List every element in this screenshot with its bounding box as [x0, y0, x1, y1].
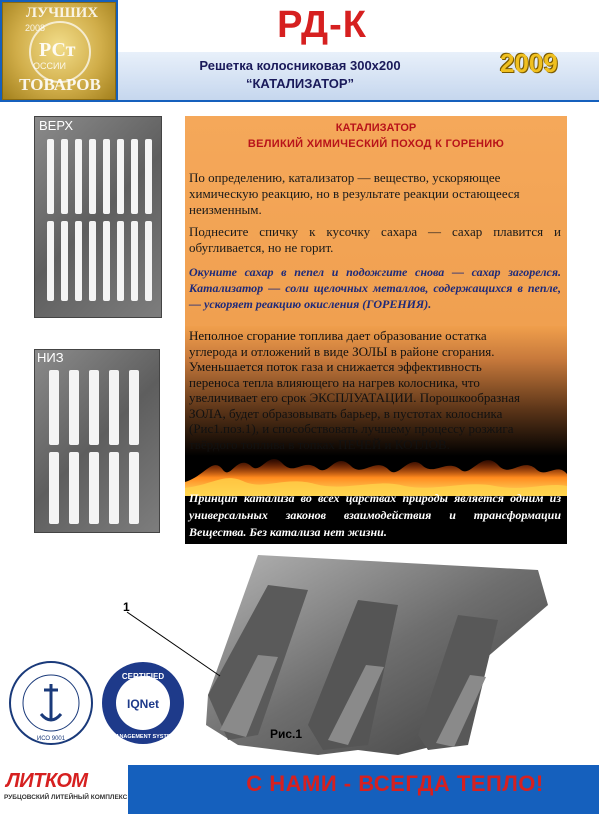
seal2-brand: IQNet: [126, 697, 160, 711]
grate-slot: [131, 139, 138, 214]
grate-slot: [69, 452, 79, 524]
year-label: 2009: [500, 48, 558, 78]
grate-slot: [49, 370, 59, 445]
grate-slot: [89, 452, 99, 524]
product-name: “КАТАЛИЗАТОР”: [245, 76, 355, 91]
info-title: КАТАЛИЗАТОР: [335, 122, 417, 134]
grate-slot: [103, 139, 110, 214]
grate-slot: [109, 370, 119, 445]
award-seal-logo: [2, 2, 116, 100]
grate-slot: [89, 139, 96, 214]
company-logo-text: ЛИТКОМ: [6, 770, 88, 792]
grate-slot: [117, 221, 124, 301]
seal1-text: ИСО 9001: [36, 736, 66, 742]
callout-number: 1: [123, 600, 130, 614]
grate-slot: [117, 139, 124, 214]
grate-slot: [129, 452, 139, 524]
info-paragraph-definition: По определению, катализатор — вещество, ускоряющее химическую реакцию, но в результате реакции остающееся неизменным.: [189, 170, 520, 217]
grate-slot: [129, 370, 139, 445]
grate-slot: [103, 221, 110, 301]
grate-closeup-photo: [198, 545, 552, 765]
seal2-bottom-text: MANAGEMENT SYSTEM: [110, 734, 176, 740]
quality-certification-seal: [8, 660, 94, 746]
info-paragraph-principle: Принцип катализа во всех царствах природы является одним из универсальных законов взаимодействия и трансформации Вещества. Без катализа нет жизни.: [189, 491, 561, 539]
grate-slot: [89, 221, 96, 301]
info-subtitle: ВЕЛИКИЙ ХИМИЧЕСКИЙ ПОХОД К ГОРЕНИЮ: [247, 138, 505, 150]
grate-bottom-image: [34, 349, 160, 533]
footer-slogan: С НАМИ - ВСЕГДА ТЕПЛО!: [246, 771, 544, 796]
award-text-year: 2008: [25, 23, 46, 33]
product-subtitle: Решетка колосниковая 300х200: [199, 58, 401, 73]
catalyst-info-box: [185, 116, 567, 544]
figure-caption: Рис.1: [270, 727, 303, 741]
grate-slot: [145, 139, 152, 214]
grate-slot: [109, 452, 119, 524]
seal2-top-text: CERTIFIED: [121, 672, 165, 681]
product-code: РД-К: [277, 4, 367, 46]
award-text-mark: РСт: [39, 39, 76, 61]
award-text-country: ОССИИ: [33, 61, 66, 71]
grate-slot: [75, 139, 82, 214]
grate-top-image: [34, 116, 162, 318]
grate-slot: [131, 221, 138, 301]
grate-slot: [69, 370, 79, 445]
grate-slot: [61, 139, 68, 214]
info-paragraph-combustion: Неполное сгорание топлива дает образование остатка углерода и отложений в виде ЗОЛЫ в районе сгорания. Уменьшается поток газа и снижается эффективность переноса тепла влияющего на нагрев колосника, что увеличивает его срок ЭКСПЛУАТАЦИИ. Порошкообразная ЗОЛА, будет образовывать барьер, в пустотах колосника (Рис1.поз.1), и способствовать лучшему процессу розжига твёрдого топлива в топках ПЕЧЕЙ и КОТЛОВ.: [189, 328, 520, 452]
grate-slot: [49, 452, 59, 524]
grate-slot: [47, 139, 54, 214]
company-logo-subtitle: РУБЦОВСКИЙ ЛИТЕЙНЫЙ КОМПЛЕКС: [4, 794, 128, 801]
grate-slot: [47, 221, 54, 301]
grate-bottom-label: НИЗ: [37, 350, 64, 365]
grate-top-label: ВЕРХ: [39, 118, 74, 133]
iqnet-certified-seal: [100, 660, 186, 746]
grate-slot: [89, 370, 99, 445]
award-text-top: ЛУЧШИХ: [25, 5, 99, 21]
info-paragraph-ash: Окуните сахар в пепел и подожгите снова — сахар загорелся. Катализатор — соли щелочных металлов, содержащихся в пепле, — ускоряет реакцию окисления (ГОРЕНИЯ).: [189, 265, 561, 311]
award-text-bottom: ТОВАРОВ: [19, 75, 101, 94]
grate-slot: [61, 221, 68, 301]
info-paragraph-experiment: Поднесите спичку к кусочку сахара — сахар плавится и обугливается, но не горит.: [189, 224, 561, 255]
grate-slot: [75, 221, 82, 301]
grate-slot: [145, 221, 152, 301]
